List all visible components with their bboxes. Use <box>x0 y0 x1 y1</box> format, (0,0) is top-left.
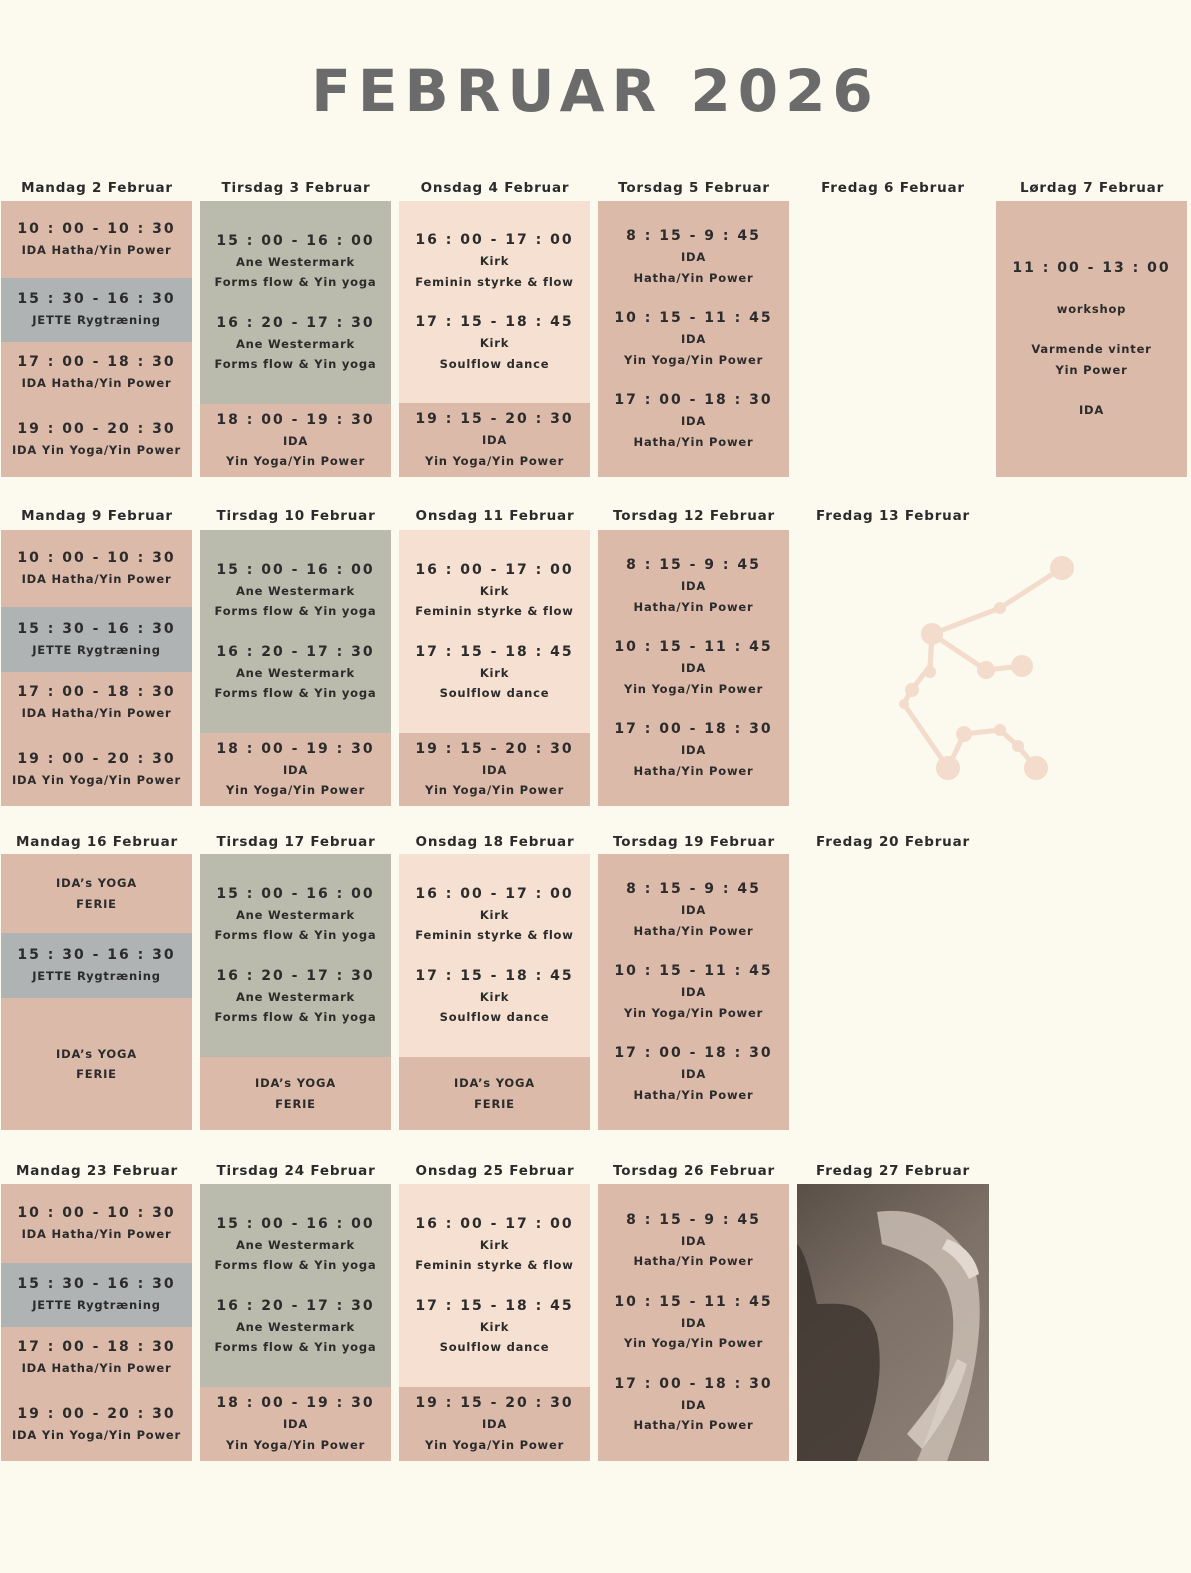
class-block <box>200 1184 391 1387</box>
class-time: 8 : 15 - 9 : 45 <box>626 228 761 244</box>
class-info: Forms flow & Yin yoga <box>214 357 377 371</box>
class-info: JETTE Rygtræning <box>32 313 161 328</box>
day-header: Mandag 23 Februar <box>16 1163 178 1179</box>
class-time: 16 : 00 - 17 : 00 <box>415 232 574 248</box>
day-header: Onsdag 11 Februar <box>415 508 575 524</box>
class-info: Kirk <box>479 1319 510 1334</box>
day-header: Mandag 2 Februar <box>21 180 173 196</box>
class-info: IDA Hatha/Yin Power <box>21 705 172 720</box>
class-info: IDA <box>481 762 508 777</box>
class-info: Yin Yoga/Yin Power <box>424 783 565 797</box>
class-info: Kirk <box>479 583 510 598</box>
class-info: Feminin styrke & flow <box>415 604 574 618</box>
class-info: IDA <box>680 903 707 917</box>
class-block <box>399 733 590 806</box>
class-block <box>1 933 192 998</box>
class-info: FERIE <box>275 1096 316 1111</box>
class-time: 16 : 20 - 17 : 30 <box>216 1297 375 1314</box>
class-info: Hatha/Yin Power <box>633 599 754 614</box>
class-info: IDA Yin Yoga/Yin Power <box>11 772 182 787</box>
class-info: IDA <box>680 250 707 264</box>
class-info: IDA Hatha/Yin Power <box>21 1226 172 1241</box>
class-info: Feminin styrke & flow <box>415 1258 574 1272</box>
class-block <box>1 342 192 403</box>
star-dot <box>977 661 995 679</box>
class-info: Forms flow & Yin yoga <box>214 604 377 618</box>
class-info: Hatha/Yin Power <box>633 763 754 778</box>
class-time: 10 : 15 - 11 : 45 <box>614 1293 773 1310</box>
class-time: 15 : 00 - 16 : 00 <box>216 561 375 578</box>
class-block <box>1 278 192 342</box>
class-info: Kirk <box>479 907 510 922</box>
star-dot <box>994 602 1006 614</box>
class-info: Yin Power <box>1055 362 1128 377</box>
class-block <box>598 201 789 477</box>
class-info: Ane Westermark <box>235 583 356 598</box>
class-block <box>399 1387 590 1461</box>
class-info: IDA <box>282 433 309 448</box>
class-time: 11 : 00 - 13 : 00 <box>1012 259 1171 276</box>
star-dot <box>921 623 943 645</box>
class-info: Feminin styrke & flow <box>415 274 574 289</box>
class-info: IDA <box>680 1315 707 1330</box>
class-info: IDA <box>680 743 707 757</box>
class-time: 17 : 00 - 18 : 30 <box>17 353 176 370</box>
class-time: 19 : 00 - 20 : 30 <box>17 750 176 767</box>
class-block <box>200 1057 391 1130</box>
class-info: Forms flow & Yin yoga <box>214 1258 377 1272</box>
class-info: Hatha/Yin Power <box>633 1418 754 1432</box>
day-header: Torsdag 12 Februar <box>613 508 775 524</box>
class-time: 17 : 00 - 18 : 30 <box>614 721 773 737</box>
class-info: IDA <box>481 1417 508 1431</box>
class-info: IDA <box>481 433 508 447</box>
class-info: IDA’s YOGA <box>56 1046 137 1061</box>
class-info: IDA <box>680 1067 707 1081</box>
class-info: Feminin styrke & flow <box>415 928 574 942</box>
day-header: Tirsdag 24 Februar <box>216 1163 376 1179</box>
day-header: Fredag 20 Februar <box>816 834 970 850</box>
class-block <box>1 530 192 607</box>
class-block <box>399 854 590 1057</box>
class-info: Kirk <box>479 665 510 680</box>
day-header: Torsdag 19 Februar <box>613 834 775 850</box>
class-info: IDA’s YOGA <box>255 1076 336 1090</box>
class-info: FERIE <box>474 1096 515 1111</box>
class-block <box>399 530 590 733</box>
class-info: Soulflow dance <box>439 1010 550 1024</box>
star-dot <box>1012 740 1024 752</box>
class-info: Forms flow & Yin yoga <box>214 1340 377 1354</box>
class-block <box>200 201 391 404</box>
day-header: Tirsdag 3 Februar <box>221 180 371 196</box>
class-info: workshop <box>1056 301 1127 316</box>
day-header: Mandag 16 Februar <box>16 834 178 850</box>
class-time: 10 : 15 - 11 : 45 <box>614 963 773 979</box>
class-block <box>1 1263 192 1327</box>
class-time: 19 : 15 - 20 : 30 <box>415 1395 574 1411</box>
class-info: Forms flow & Yin yoga <box>214 275 377 289</box>
class-time: 8 : 15 - 9 : 45 <box>626 1211 761 1228</box>
class-info: Soulflow dance <box>439 1340 550 1354</box>
class-time: 8 : 15 - 9 : 45 <box>626 557 761 573</box>
class-time: 10 : 00 - 10 : 30 <box>17 1204 176 1221</box>
class-time: 15 : 30 - 16 : 30 <box>17 620 176 637</box>
day-header: Tirsdag 17 Februar <box>216 834 376 850</box>
class-time: 18 : 00 - 19 : 30 <box>216 1395 375 1411</box>
class-info: Kirk <box>479 1237 510 1252</box>
class-info: Hatha/Yin Power <box>633 1254 754 1268</box>
class-info: Yin Yoga/Yin Power <box>623 1336 764 1350</box>
class-time: 17 : 15 - 18 : 45 <box>415 643 574 660</box>
class-block <box>200 404 391 477</box>
class-info: IDA <box>680 985 707 999</box>
class-time: 18 : 00 - 19 : 30 <box>216 411 375 428</box>
day-header: Fredag 13 Februar <box>816 508 970 524</box>
class-info: IDA <box>680 579 707 593</box>
star-dot <box>1024 756 1048 780</box>
class-block <box>1 733 192 806</box>
class-block <box>1 854 192 933</box>
class-info: IDA Hatha/Yin Power <box>21 571 172 586</box>
class-info: Forms flow & Yin yoga <box>214 1010 377 1024</box>
class-time: 15 : 00 - 16 : 00 <box>216 1215 375 1232</box>
class-time: 17 : 00 - 18 : 30 <box>614 1375 773 1392</box>
day-header: Onsdag 18 Februar <box>415 834 575 850</box>
class-info: Kirk <box>479 336 510 350</box>
class-time: 17 : 15 - 18 : 45 <box>415 314 574 330</box>
class-time: 8 : 15 - 9 : 45 <box>626 881 761 897</box>
class-time: 10 : 15 - 11 : 45 <box>614 639 773 655</box>
class-block <box>1 607 192 672</box>
class-time: 15 : 00 - 16 : 00 <box>216 232 375 249</box>
class-info: Yin Yoga/Yin Power <box>424 453 565 468</box>
class-block <box>1 1388 192 1461</box>
day-header: Fredag 27 Februar <box>816 1163 970 1179</box>
class-block <box>399 403 590 477</box>
class-block <box>598 530 789 806</box>
class-time: 10 : 00 - 10 : 30 <box>17 549 176 566</box>
class-block <box>399 1057 590 1130</box>
class-time: 19 : 15 - 20 : 30 <box>415 740 574 757</box>
class-block <box>200 854 391 1057</box>
class-info: IDA Yin Yoga/Yin Power <box>11 443 182 458</box>
class-info: JETTE Rygtræning <box>32 1298 161 1313</box>
class-info: JETTE Rygtræning <box>32 642 161 657</box>
class-time: 19 : 00 - 20 : 30 <box>17 421 176 438</box>
class-time: 15 : 30 - 16 : 30 <box>17 946 176 963</box>
class-info: Hatha/Yin Power <box>633 923 754 938</box>
class-info: IDA Yin Yoga/Yin Power <box>11 1427 182 1442</box>
class-info: Yin Yoga/Yin Power <box>225 783 366 797</box>
class-info: IDA <box>680 1397 707 1412</box>
class-info: Soulflow dance <box>439 686 550 700</box>
class-time: 17 : 00 - 18 : 30 <box>17 1338 176 1355</box>
class-info: Ane Westermark <box>235 665 356 680</box>
page-title: FEBRUAR 2026 <box>311 57 880 125</box>
day-header: Onsdag 4 Februar <box>420 180 570 196</box>
class-info: FERIE <box>76 1067 117 1081</box>
class-time: 16 : 00 - 17 : 00 <box>415 1215 574 1232</box>
class-info: IDA <box>680 1233 707 1248</box>
class-info: Kirk <box>479 989 510 1004</box>
class-info: Yin Yoga/Yin Power <box>623 1005 764 1020</box>
class-block <box>1 1184 192 1263</box>
class-time: 10 : 15 - 11 : 45 <box>614 310 773 326</box>
class-info: Ane Westermark <box>235 336 356 351</box>
class-block <box>1 672 192 733</box>
star-dot <box>1050 556 1074 580</box>
day-header: Onsdag 25 Februar <box>415 1163 575 1179</box>
class-info: IDA’s YOGA <box>454 1076 535 1090</box>
class-info: Ane Westermark <box>235 1319 356 1334</box>
class-info: Kirk <box>479 254 510 268</box>
class-info: IDA <box>680 661 707 675</box>
class-info: IDA <box>282 1417 309 1431</box>
class-block <box>1 1327 192 1388</box>
class-info: Ane Westermark <box>235 1237 356 1252</box>
class-block <box>1 998 192 1130</box>
class-time: 16 : 20 - 17 : 30 <box>216 967 375 984</box>
class-block <box>996 201 1187 477</box>
class-info: Forms flow & Yin yoga <box>214 686 377 700</box>
class-time: 17 : 15 - 18 : 45 <box>415 967 574 984</box>
yoga-stretch-photo <box>797 1184 989 1461</box>
day-header: Lørdag 7 Februar <box>1019 180 1165 196</box>
class-info: IDA Hatha/Yin Power <box>21 1360 172 1375</box>
class-info: Hatha/Yin Power <box>633 434 754 449</box>
star-dot <box>924 666 936 678</box>
class-info: Varmende vinter <box>1031 342 1152 356</box>
class-info: IDA’s YOGA <box>56 876 137 890</box>
class-block <box>200 733 391 806</box>
day-header: Fredag 6 Februar <box>821 180 965 196</box>
class-time: 16 : 00 - 17 : 00 <box>415 885 574 902</box>
class-time: 17 : 00 - 18 : 30 <box>614 392 773 408</box>
class-info: IDA <box>680 332 707 346</box>
class-block <box>1 201 192 278</box>
class-block <box>598 854 789 1130</box>
class-time: 17 : 00 - 18 : 30 <box>614 1045 773 1061</box>
day-header: Mandag 9 Februar <box>21 508 173 524</box>
class-block <box>200 530 391 733</box>
day-header: Tirsdag 10 Februar <box>216 508 376 524</box>
class-time: 15 : 00 - 16 : 00 <box>216 885 375 902</box>
class-time: 10 : 00 - 10 : 30 <box>17 220 176 237</box>
day-header: Torsdag 26 Februar <box>613 1163 775 1179</box>
class-info: Yin Yoga/Yin Power <box>424 1437 565 1452</box>
class-time: 18 : 00 - 19 : 30 <box>216 740 375 757</box>
class-info: IDA Hatha/Yin Power <box>21 375 172 390</box>
class-info: Yin Yoga/Yin Power <box>623 352 764 367</box>
class-info: Soulflow dance <box>439 356 550 371</box>
class-time: 16 : 20 - 17 : 30 <box>216 314 375 331</box>
constellation-decoration <box>890 552 1080 792</box>
class-info: Ane Westermark <box>235 989 356 1004</box>
class-info: Yin Yoga/Yin Power <box>623 681 764 696</box>
star-dot <box>956 726 972 742</box>
class-time: 17 : 15 - 18 : 45 <box>415 1297 574 1314</box>
day-header: Torsdag 5 Februar <box>618 180 770 196</box>
class-info: IDA <box>680 414 707 428</box>
class-time: 19 : 00 - 20 : 30 <box>17 1405 176 1422</box>
star-dot <box>899 699 909 709</box>
class-block <box>200 1387 391 1461</box>
class-time: 16 : 00 - 17 : 00 <box>415 561 574 578</box>
class-info: JETTE Rygtræning <box>32 968 161 983</box>
class-block <box>399 1184 590 1387</box>
class-info: FERIE <box>76 896 117 911</box>
class-info: Forms flow & Yin yoga <box>214 928 377 942</box>
star-dot <box>994 724 1006 736</box>
class-info: Yin Yoga/Yin Power <box>225 1437 366 1452</box>
class-time: 17 : 00 - 18 : 30 <box>17 683 176 700</box>
class-info: IDA Hatha/Yin Power <box>21 242 172 257</box>
class-info: Hatha/Yin Power <box>633 1087 754 1102</box>
class-time: 16 : 20 - 17 : 30 <box>216 643 375 660</box>
class-info: Ane Westermark <box>235 254 356 269</box>
class-info: IDA <box>282 762 309 777</box>
star-dot <box>1011 655 1033 677</box>
class-block <box>1 403 192 477</box>
class-info: Yin Yoga/Yin Power <box>225 454 366 468</box>
class-block <box>598 1184 789 1461</box>
star-dot <box>936 756 960 780</box>
star-dot <box>905 683 919 697</box>
class-block <box>399 201 590 403</box>
class-time: 15 : 30 - 16 : 30 <box>17 291 176 308</box>
class-info: Hatha/Yin Power <box>633 270 754 285</box>
class-time: 15 : 30 - 16 : 30 <box>17 1276 176 1293</box>
class-info: IDA <box>1078 403 1105 417</box>
class-time: 19 : 15 - 20 : 30 <box>415 411 574 427</box>
class-info: Ane Westermark <box>235 907 356 922</box>
